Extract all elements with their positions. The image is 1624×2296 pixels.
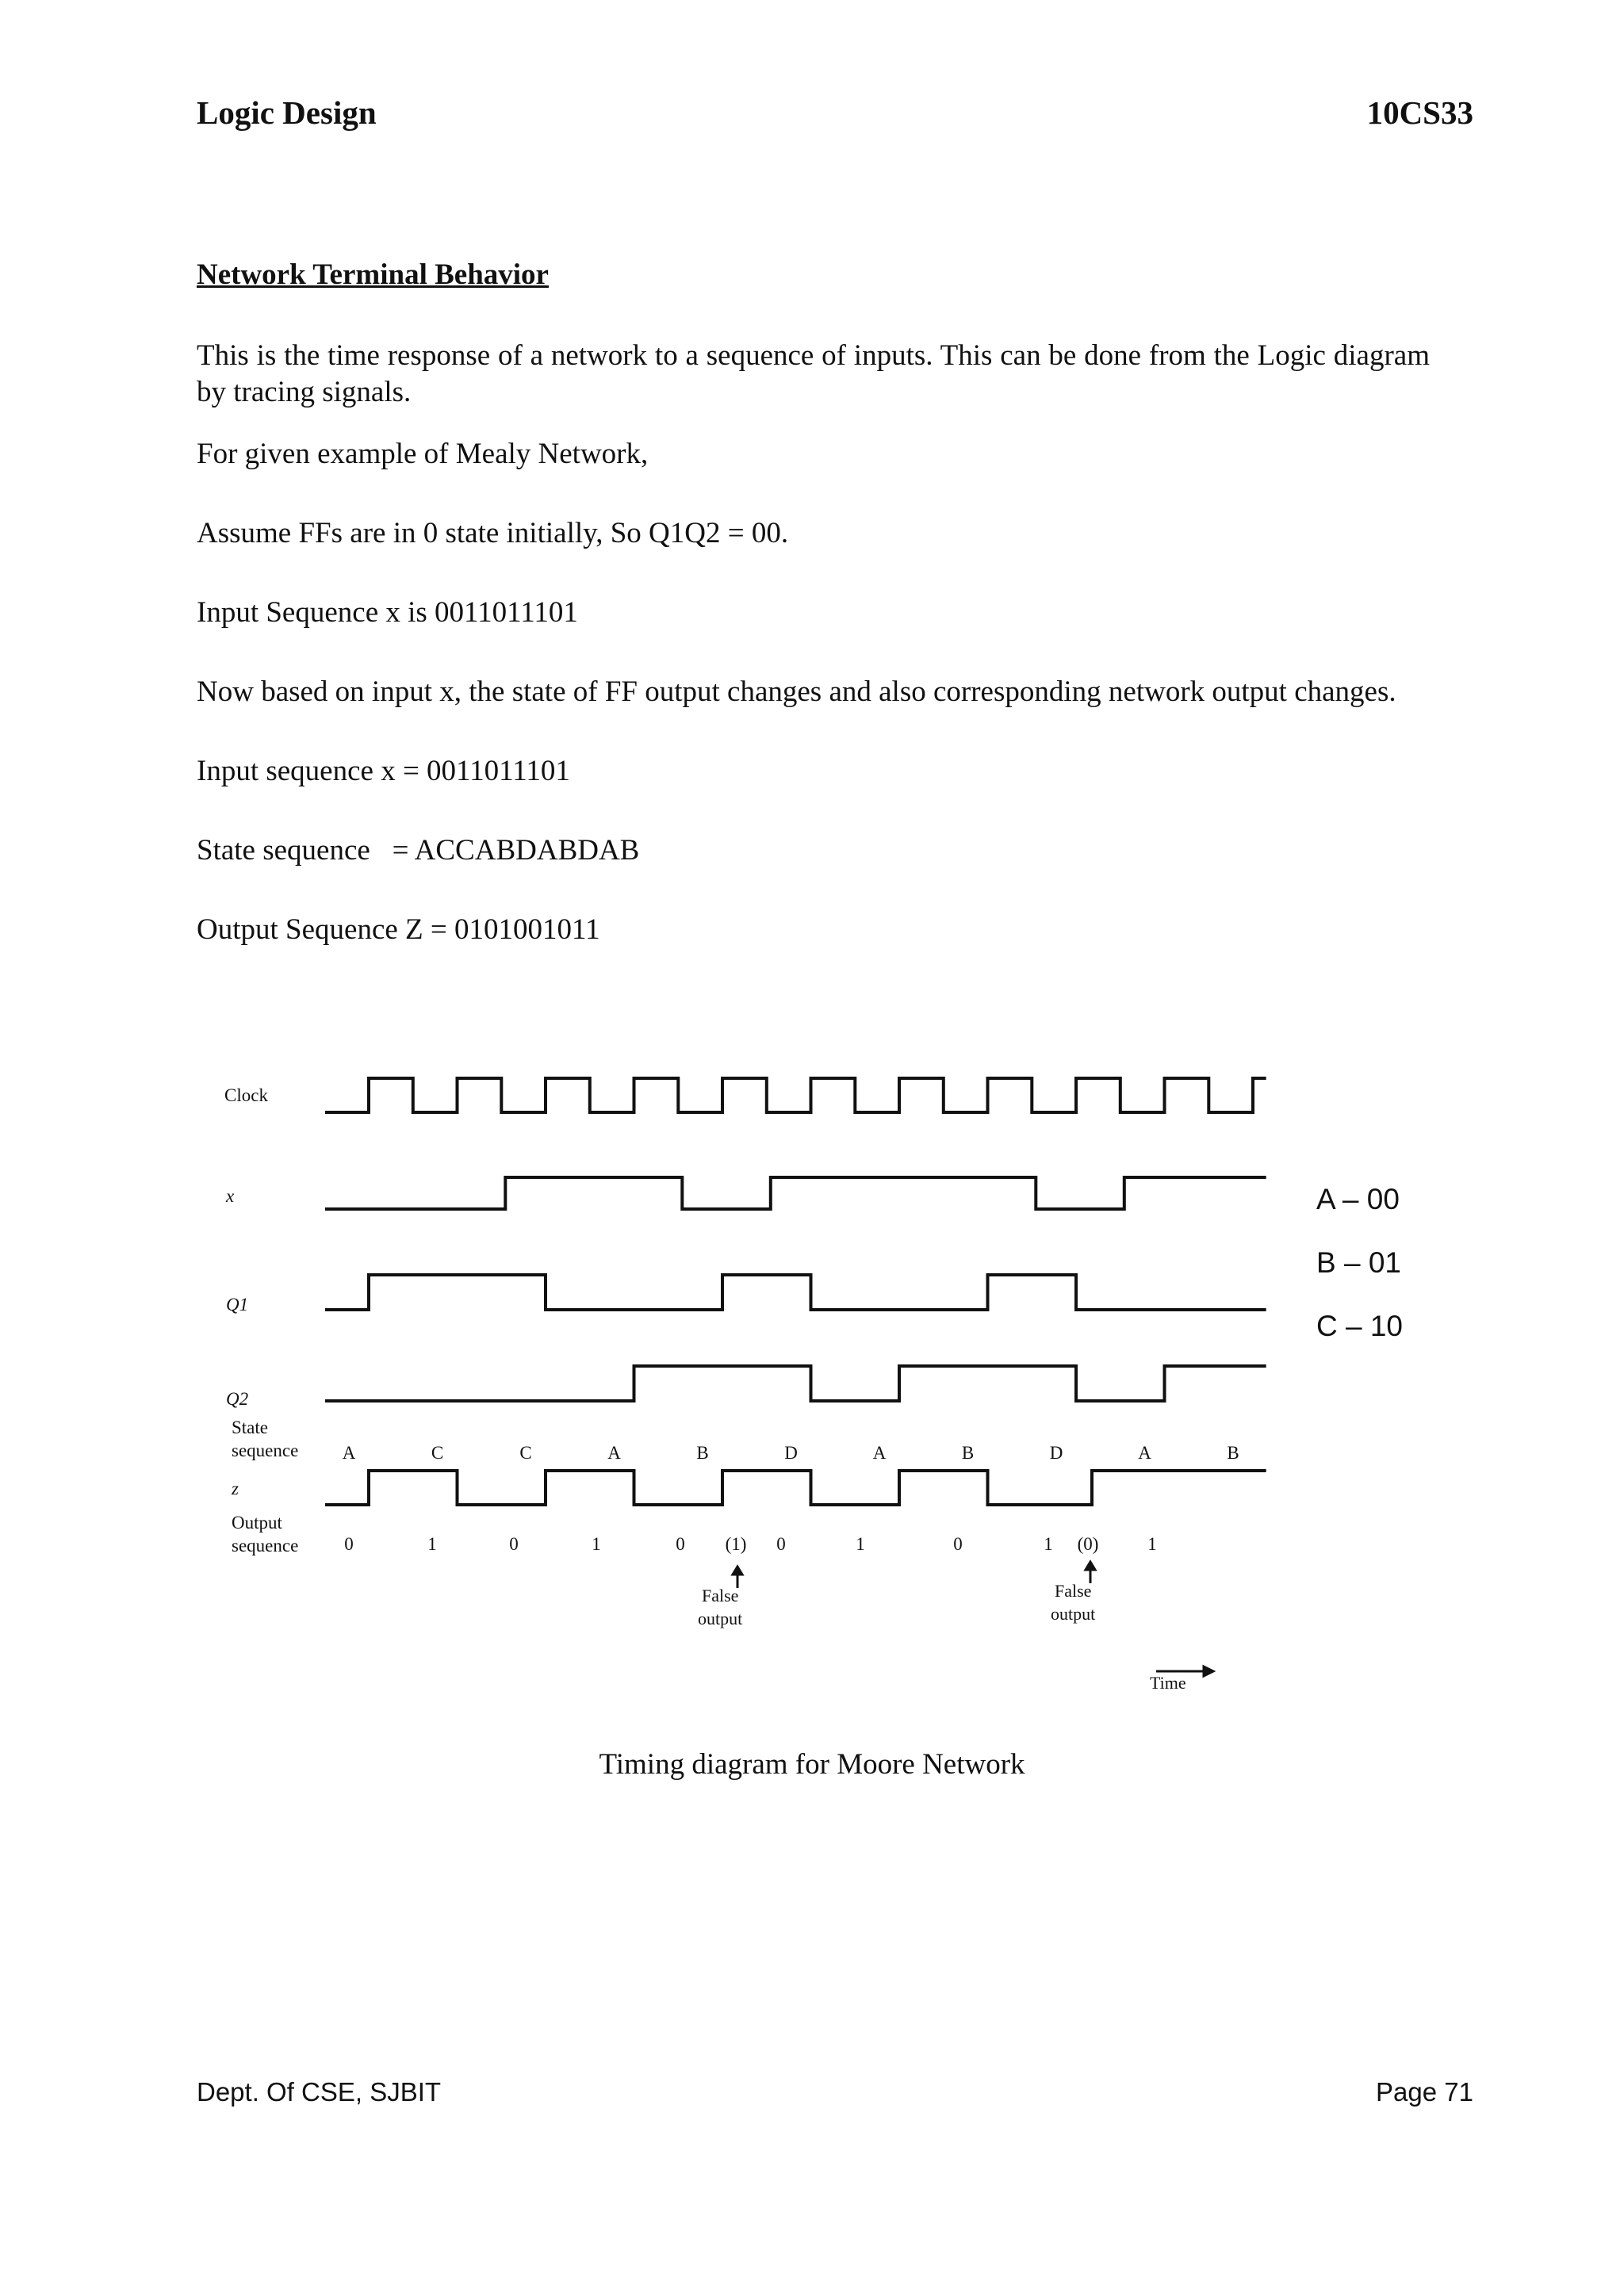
- input-sequence-line: Input sequence x = 0011011101: [197, 755, 570, 787]
- output-seq-item: (0): [1077, 1534, 1099, 1554]
- x-label: x: [226, 1186, 235, 1206]
- output-seq-item: (1): [725, 1534, 747, 1554]
- figure-caption: Timing diagram for Moore Network: [599, 1748, 1025, 1781]
- state-seq-item: B: [696, 1443, 709, 1463]
- output-seq-item: 1: [856, 1534, 865, 1554]
- output-seq-item: 0: [509, 1534, 519, 1554]
- paragraph-explanation: Now based on input x, the state of FF output changes and also corresponding network output changes.: [197, 675, 1396, 708]
- state-seq-item: A: [607, 1443, 621, 1463]
- q1-label: Q1: [226, 1295, 249, 1314]
- state-seq-item: B: [1227, 1443, 1239, 1463]
- state-seq-item: C: [519, 1443, 532, 1463]
- state-seq-item: A: [342, 1443, 356, 1463]
- output-sequence-line: Output Sequence Z = 0101001011: [197, 913, 600, 946]
- time-arrowhead: [1204, 1667, 1213, 1676]
- output-seq-item: 1: [592, 1534, 601, 1554]
- time-label: Time: [1150, 1673, 1186, 1693]
- q1-waveform: [325, 1275, 1266, 1310]
- output-seq-item: 1: [1147, 1534, 1157, 1554]
- state-seq-item: D: [784, 1443, 798, 1463]
- paragraph-mealy: For given example of Mealy Network,: [197, 438, 649, 470]
- state-seq-item: D: [1049, 1443, 1063, 1463]
- output-seq-item: 0: [953, 1534, 963, 1554]
- paragraph-intro: This is the time response of a network to a sequence of inputs. This can be done from the Logic diagram by tracing signals.: [197, 339, 1430, 408]
- false-output-arrowhead: [733, 1567, 742, 1575]
- paragraph-initial-state: Assume FFs are in 0 state initially, So Q1Q2 = 00.: [197, 517, 789, 549]
- output-sequence-label-2: sequence: [232, 1536, 299, 1556]
- q2-label: Q2: [226, 1389, 249, 1409]
- state-code-b: B – 01: [1316, 1246, 1401, 1279]
- paragraph-input-sequence: Input Sequence x is 0011011101: [197, 596, 578, 629]
- output-seq-item: 1: [427, 1534, 437, 1554]
- state-sequence-line: State sequence = ACCABDABDAB: [197, 834, 640, 867]
- state-code-c: C – 10: [1316, 1310, 1404, 1342]
- false-output-label-2a: False: [1055, 1581, 1092, 1601]
- state-sequence-label-2: sequence: [232, 1441, 299, 1460]
- header-title: Logic Design: [197, 94, 377, 131]
- false-output-label-1b: output: [698, 1609, 743, 1628]
- output-seq-item: 0: [344, 1534, 354, 1554]
- state-code-a: A – 00: [1316, 1183, 1400, 1215]
- section-title: Network Terminal Behavior: [197, 258, 549, 291]
- output-seq-item: 0: [676, 1534, 685, 1554]
- false-output-label-1a: False: [702, 1586, 739, 1605]
- timing-diagram: [0, 1031, 1624, 1705]
- clock-waveform: [325, 1078, 1266, 1112]
- output-seq-item: 0: [776, 1534, 786, 1554]
- footer-page-number: Page 71: [1376, 2077, 1473, 2107]
- header-course-code: 10CS33: [1366, 94, 1473, 131]
- state-sequence-label-1: State: [232, 1418, 268, 1437]
- output-sequence-label-1: Output: [232, 1513, 282, 1533]
- q2-waveform: [325, 1366, 1266, 1401]
- state-seq-item: A: [872, 1443, 887, 1463]
- state-seq-item: C: [431, 1443, 444, 1463]
- footer-department: Dept. Of CSE, SJBIT: [197, 2077, 442, 2107]
- x-waveform: [325, 1177, 1266, 1209]
- clock-label: Clock: [224, 1085, 268, 1105]
- state-seq-item: B: [961, 1443, 975, 1463]
- false-output-arrowhead: [1086, 1562, 1095, 1570]
- z-waveform: [325, 1471, 1266, 1505]
- false-output-label-2b: output: [1051, 1604, 1096, 1624]
- output-seq-item: 1: [1044, 1534, 1053, 1554]
- z-label: z: [232, 1479, 239, 1498]
- state-seq-item: A: [1138, 1443, 1151, 1463]
